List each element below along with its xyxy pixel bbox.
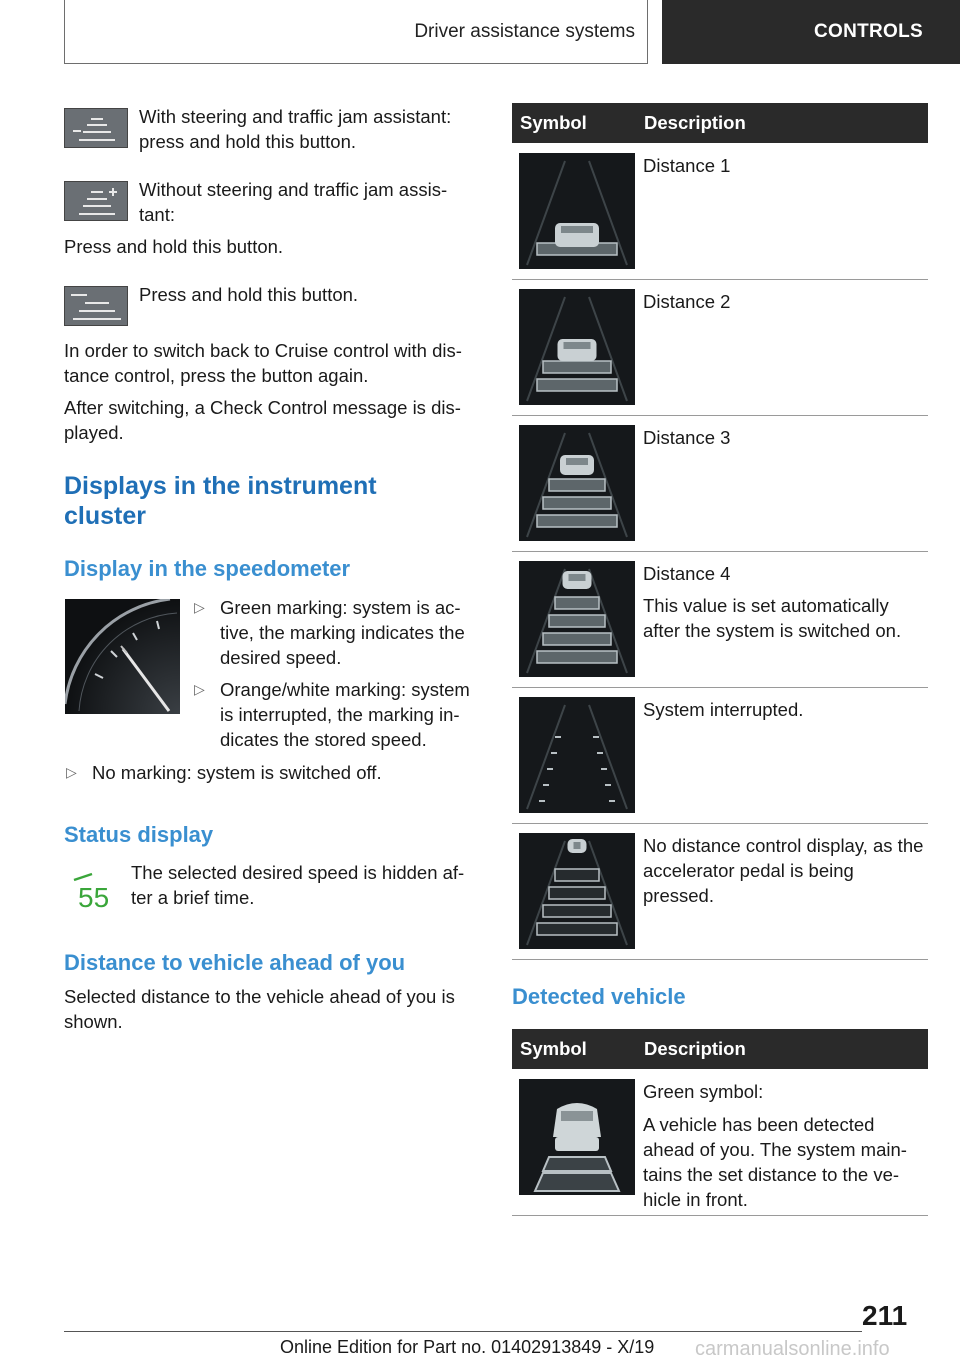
heading-distance-vehicle-ahead: Distance to vehicle ahead of you bbox=[64, 950, 406, 975]
lane-distance-graphic bbox=[519, 289, 635, 405]
check-control-paragraph: After switching, a Check Control message is dis-played. bbox=[64, 397, 461, 443]
table-row bbox=[512, 415, 928, 552]
lane-distance-graphic bbox=[519, 833, 635, 949]
lane-distance-graphic bbox=[519, 153, 635, 269]
lane-car-graphic-green bbox=[519, 1079, 635, 1195]
table-row bbox=[512, 823, 928, 960]
footer-divider bbox=[64, 1331, 862, 1332]
table-header bbox=[512, 1029, 928, 1069]
row-description: Distance 3 bbox=[643, 427, 731, 448]
heading-displays-instrument-cluster: Displays in the instrument cluster bbox=[64, 472, 377, 530]
list-item bbox=[194, 677, 484, 752]
distance-symbol bbox=[519, 153, 635, 269]
table-row bbox=[512, 551, 928, 688]
bullet-text: Green marking: system is ac-tive, the marking indicates the desired speed. bbox=[220, 597, 465, 668]
col-symbol: Symbol bbox=[520, 1038, 587, 1059]
page-number: 211 bbox=[862, 1300, 908, 1331]
status-icon-number: 55 bbox=[78, 882, 110, 913]
col-symbol: Symbol bbox=[520, 112, 587, 133]
watermark: carmanualsonline.info bbox=[695, 1338, 890, 1360]
header-chapter-box bbox=[662, 0, 960, 64]
table-row bbox=[512, 1069, 928, 1216]
row-extra: A vehicle has been detected ahead of you. The system main-tains the set distance to the ve-hicle in front. bbox=[643, 1114, 907, 1210]
press-hold-text-2: Press and hold this button. bbox=[139, 284, 359, 305]
distance-lines-button-icon bbox=[64, 286, 128, 326]
row-description: Green symbol: bbox=[643, 1081, 764, 1102]
heading-display-speedometer: Display in the speedometer bbox=[64, 556, 351, 581]
row-description: System interrupted. bbox=[643, 699, 804, 720]
footer-edition-text: Online Edition for Part no. 01402913849 - X/19 bbox=[280, 1337, 655, 1357]
distance-symbol bbox=[519, 697, 635, 813]
heading-detected-vehicle: Detected vehicle bbox=[512, 984, 686, 1009]
switch-back-paragraph: In order to switch back to Cruise control with dis-tance control, press the button again. bbox=[64, 340, 462, 386]
distance-symbol bbox=[519, 425, 635, 541]
distance-symbol bbox=[519, 833, 635, 949]
distance-button-icon bbox=[64, 181, 128, 221]
bullet-triangle-icon: ▷ bbox=[194, 599, 205, 615]
lane-distance-graphic bbox=[519, 425, 635, 541]
col-description: Description bbox=[644, 1038, 746, 1059]
bullet-text: Orange/white marking: system is interrupted, the marking in-dicates the stored speed. bbox=[220, 679, 470, 750]
row-extra: This value is set automatically after the system is switched on. bbox=[643, 595, 902, 641]
lane-distance-graphic bbox=[519, 697, 635, 813]
list-item-no-marking bbox=[66, 760, 476, 785]
distance-symbol bbox=[519, 561, 635, 677]
bullet-text: No marking: system is switched off. bbox=[92, 762, 382, 783]
table-row bbox=[512, 687, 928, 824]
header-section-title: Driver assistance systems bbox=[414, 20, 635, 42]
table-row bbox=[512, 143, 928, 280]
bullet-triangle-icon: ▷ bbox=[66, 764, 77, 780]
steering-assistant-text: With steering and traffic jam assistant: press and hold this button. bbox=[139, 106, 452, 152]
table-header bbox=[512, 103, 928, 143]
speed-status-icon bbox=[70, 862, 116, 916]
press-hold-text: Press and hold this button. bbox=[64, 236, 284, 257]
header-section-box bbox=[64, 0, 648, 64]
col-description: Description bbox=[644, 112, 746, 133]
status-display-text: The selected desired speed is hidden af-ter a brief time. bbox=[131, 862, 465, 908]
steering-assistant-button-icon bbox=[64, 108, 128, 148]
bullet-triangle-icon: ▷ bbox=[194, 681, 205, 697]
list-item bbox=[194, 595, 484, 670]
lane-distance-graphic bbox=[519, 561, 635, 677]
row-description: No distance control display, as the accelerator pedal is being pressed. bbox=[643, 835, 924, 906]
speedometer-image bbox=[65, 599, 180, 714]
row-description: Distance 4 bbox=[643, 563, 731, 584]
header-chapter-title: CONTROLS bbox=[814, 21, 924, 42]
row-description: Distance 1 bbox=[643, 155, 731, 176]
distance-shown-text: Selected distance to the vehicle ahead of you is shown. bbox=[64, 986, 455, 1032]
speedometer-bullet-list bbox=[194, 595, 484, 752]
detected-vehicle-symbol bbox=[519, 1079, 635, 1195]
without-steering-text: Without steering and traffic jam assis-tant: bbox=[139, 179, 448, 225]
heading-status-display: Status display bbox=[64, 822, 214, 847]
table-row bbox=[512, 279, 928, 416]
distance-symbol bbox=[519, 289, 635, 405]
row-description: Distance 2 bbox=[643, 291, 731, 312]
